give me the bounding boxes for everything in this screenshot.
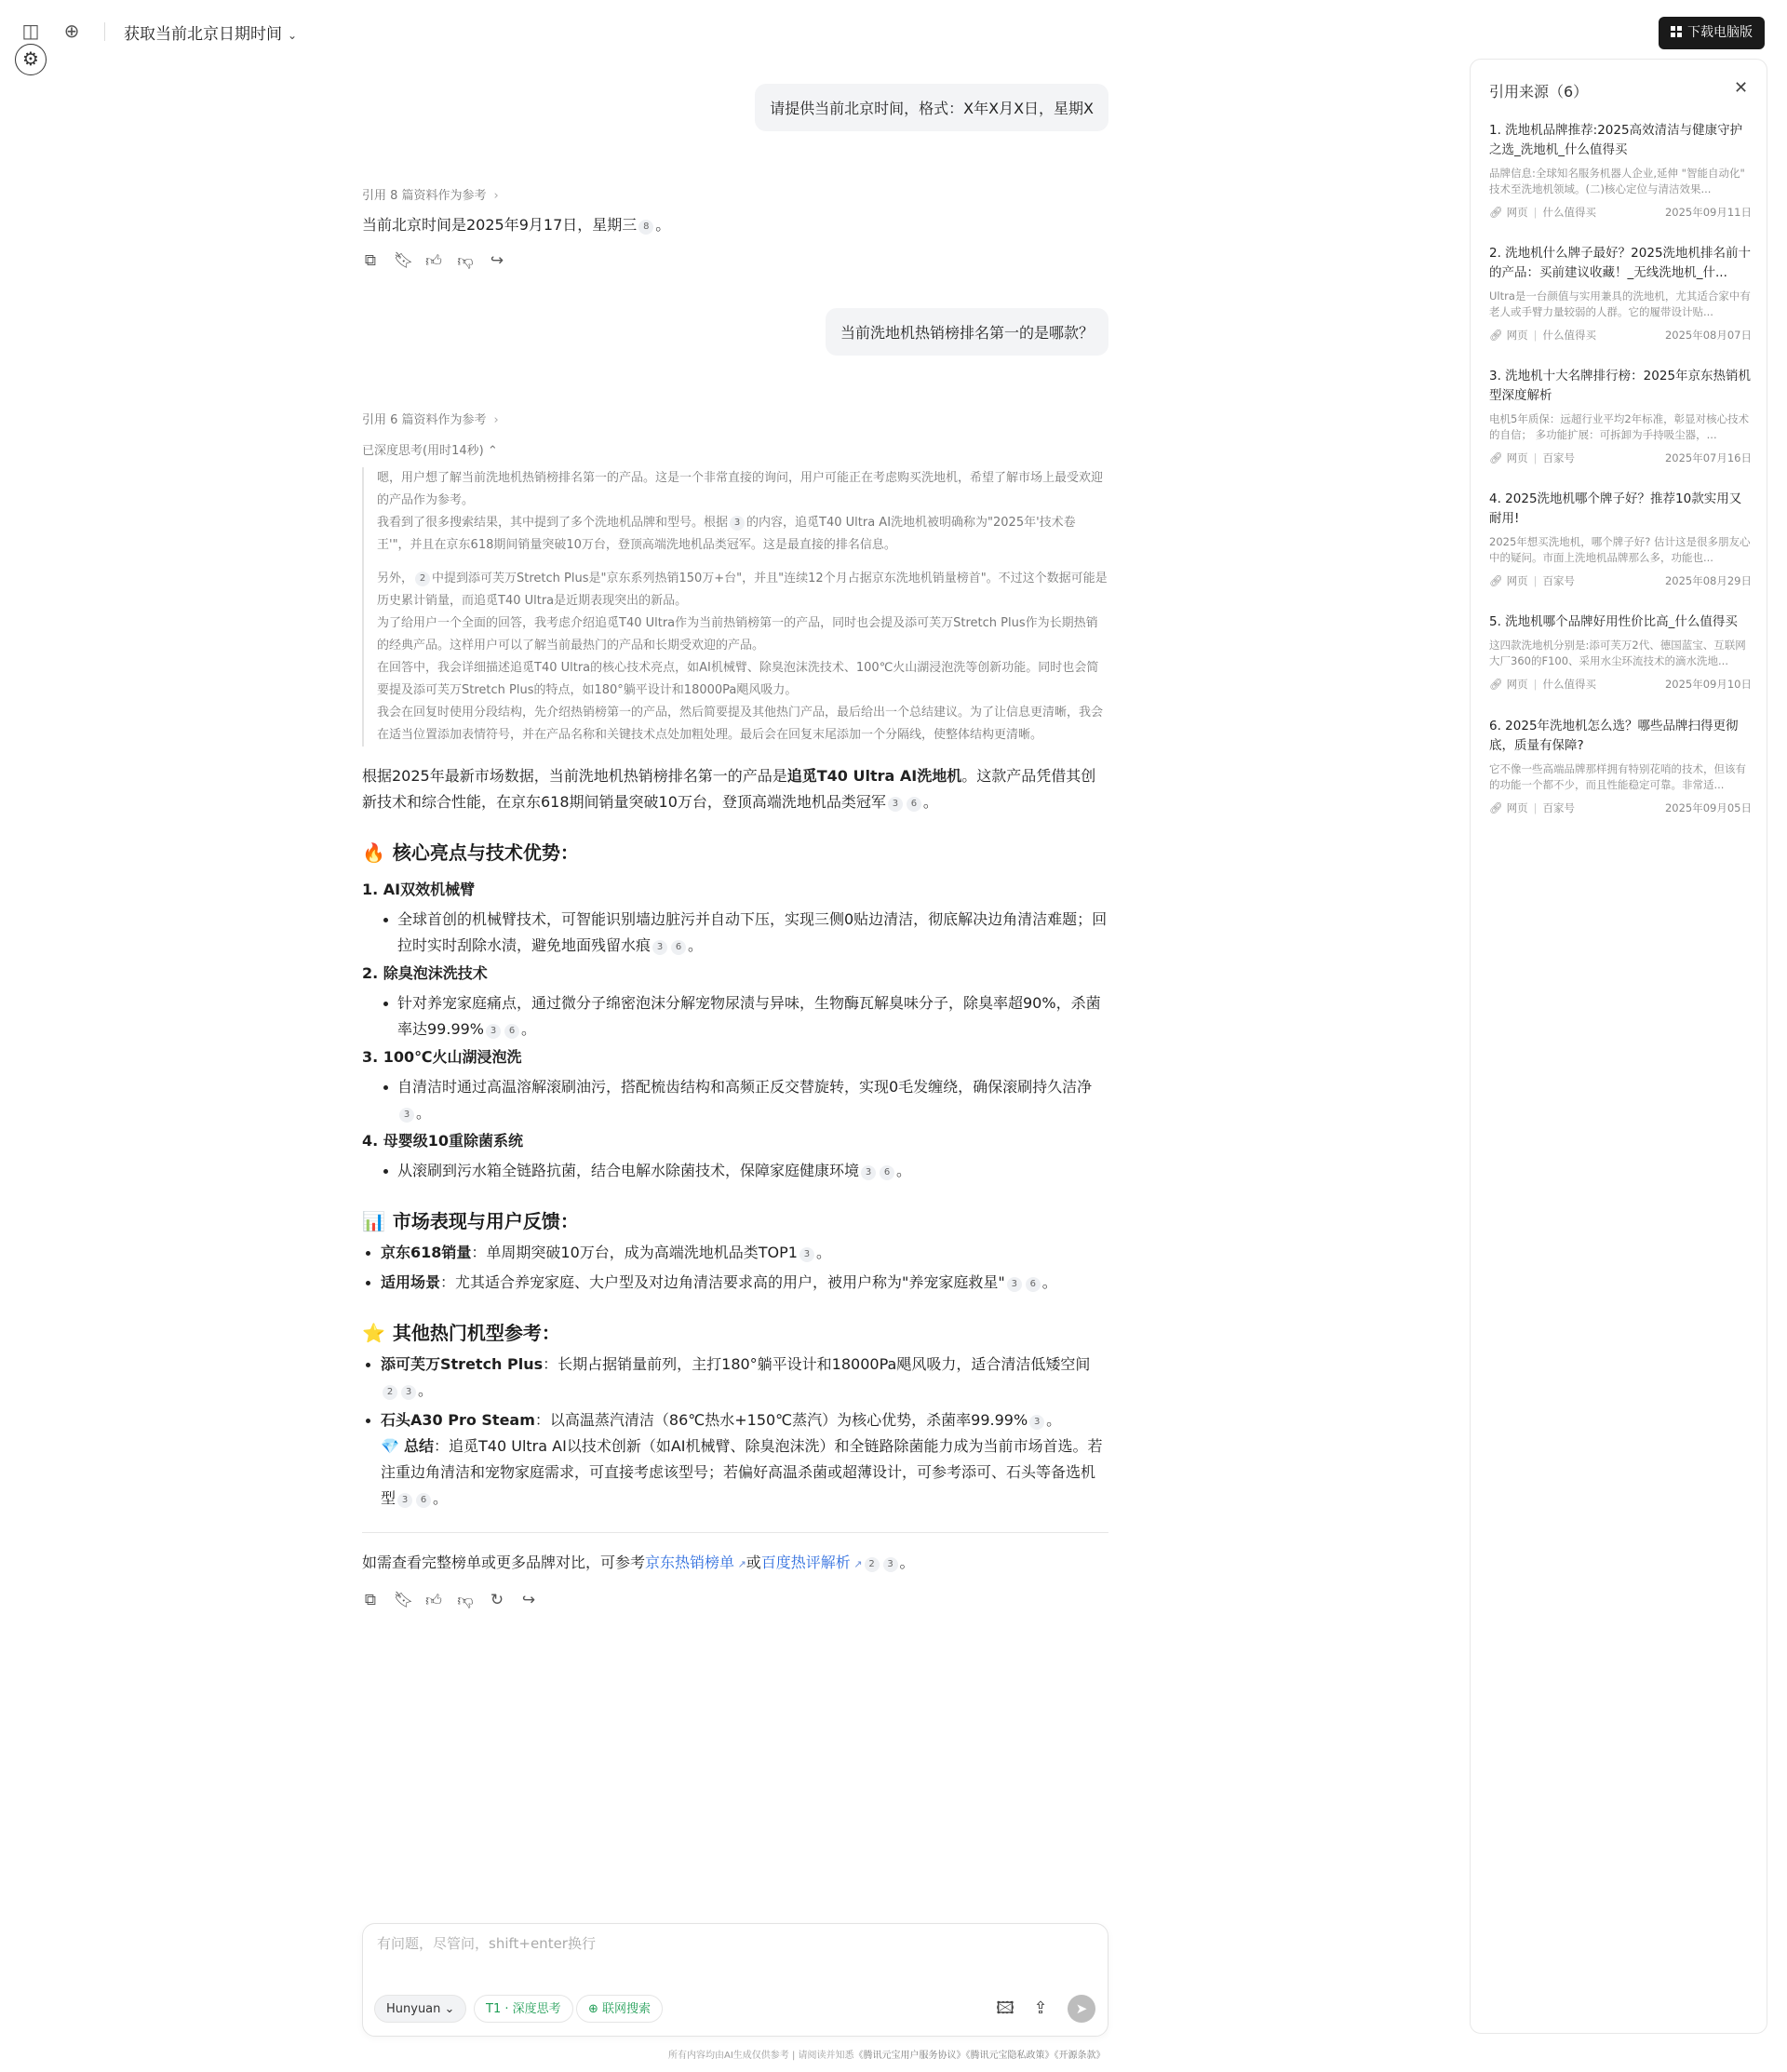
- source-desc: 它不像一些高端品牌那样拥有特别花哨的技术，但该有的功能一个都不少，而且性能稳定可靠。非常适...: [1489, 762, 1746, 791]
- bookmark-icon[interactable]: 🔖︎: [394, 1591, 414, 1609]
- citation-sidebar: [1470, 59, 1767, 2034]
- citation-badge[interactable]: 3: [1029, 1415, 1044, 1430]
- source-title: 3. 洗地机十大名牌排行榜：2025年京东热销机型深度解析: [1489, 369, 1752, 403]
- citation-badge[interactable]: 3: [799, 1247, 814, 1262]
- link-icon: 🔗︎: [1489, 574, 1503, 587]
- share-icon[interactable]: ↪: [490, 251, 504, 270]
- summary-note: 💎 总结：追觅T40 Ultra AI以技术创新（如AI机械臂、除臭泡沫洗）和全链路除菌能力成为当前市场首选。若注重边角清洁和宠物家庭需求，可直接考虑该型号；若偏好高温杀菌或超薄设计，可参考添可、石头等备选机型 3 6 。: [381, 1437, 1103, 1507]
- citation-badge[interactable]: 6: [1026, 1277, 1041, 1292]
- copy-icon[interactable]: ⧉: [364, 251, 377, 270]
- thinking-paragraph: 我会在回复时使用分段结构，先介绍热销榜第一的产品，然后简要提及其他热门产品，最后给出一个总结建议。为了让信息更清晰，我会在适当位置添加表情符号，并在产品名称和关键技术点处加粗处理。最后会在回复末尾添加一个分隔线，使整体结构更清晰。: [377, 706, 1104, 742]
- source-desc: 电机5年质保：远超行业平均2年标准，彰显对核心技术的自信； 多功能扩展：可拆卸为手持吸尘器，...: [1489, 412, 1750, 441]
- list-item: 京东618销量：单周期突破10万台，成为高端洗地机品类TOP1 3 。: [362, 1240, 1108, 1266]
- citation-badge[interactable]: 2: [865, 1557, 880, 1572]
- list-item: 从滚刷到污水箱全链路抗菌，结合电解水除菌技术，保障家庭健康环境 3 6 。: [362, 1158, 1108, 1184]
- bookmark-icon[interactable]: 🔖︎: [394, 251, 414, 270]
- fire-icon: 🔥: [362, 841, 385, 864]
- privacy-link[interactable]: 《腾讯元宝隐私政策》: [965, 2051, 1055, 2061]
- regenerate-icon[interactable]: ↻: [490, 1591, 504, 1609]
- source-desc: 2025年想买洗地机，哪个牌子好? 估计这是很多朋友心中的疑问。市面上洗地机品牌那么多，功能也...: [1489, 535, 1751, 564]
- gem-icon: 💎: [381, 1437, 399, 1455]
- chevron-right-icon: ›: [493, 189, 499, 203]
- citation-badge[interactable]: 2: [415, 572, 430, 586]
- source-meta: 🔗︎ 网页 | 什么值得买 2025年09月11日: [1489, 206, 1752, 219]
- conversation-title[interactable]: 获取当前北京日期时间 ⌄: [124, 25, 298, 44]
- thinking-paragraph: 我看到了很多搜索结果，其中提到了多个洗地机品牌和型号。根据 3 的内容，追觅T40 Ultra AI洗地机被明确称为"2025年'技术卷王'"，并且在京东618期间销量突破10万台，登顶高端洗地机品类冠军。这是最直接的排名信息。: [377, 516, 1076, 552]
- list-item: 适用场景：尤其适合养宠家庭、大户型及对边角清洁要求高的用户，被用户称为"养宠家庭救星" 3 6 。: [362, 1270, 1108, 1296]
- list-item: 全球首创的机械臂技术，可智能识别墙边脏污并自动下压，实现三侧0贴边清洁，彻底解决边角清洁难题；回拉时实时刮除水渍，避免地面残留水痕 3 6 。: [362, 907, 1108, 959]
- section-heading: 📊 市场表现与用户反馈：: [362, 1210, 579, 1232]
- deep-thinking-button[interactable]: T1 · 深度思考: [474, 1995, 573, 2023]
- chevron-down-icon: ⌄: [288, 29, 298, 42]
- source-item[interactable]: [1489, 244, 1752, 343]
- reference-count[interactable]: 引用 8 篇资料作为参考 ›: [362, 189, 499, 203]
- source-item[interactable]: [1489, 490, 1752, 588]
- source-meta: 🔗︎ 网页 | 什么值得买 2025年08月07日: [1489, 329, 1752, 342]
- source-desc: 这四款洗地机分别是:添可芙万2代、德国蓝宝、互联网大厂360的F100、采用水尘环流技术的滴水洗地...: [1489, 639, 1746, 667]
- download-desktop-button[interactable]: 下载电脑版: [1659, 17, 1765, 49]
- citation-badge[interactable]: 6: [416, 1493, 431, 1508]
- feature-title: 2. 除臭泡沫洗技术: [362, 964, 488, 982]
- source-item[interactable]: [1489, 717, 1752, 815]
- citation-badge[interactable]: 3: [861, 1165, 876, 1180]
- link-icon: 🔗︎: [1489, 206, 1503, 219]
- deep-thinking-toggle[interactable]: 已深度思考(用时14秒) ⌃: [362, 444, 498, 458]
- thumbs-up-icon[interactable]: 👍︎: [425, 1592, 442, 1610]
- citation-badge[interactable]: 3: [883, 1557, 898, 1572]
- star-icon: ⭐: [362, 1322, 385, 1344]
- settings-gear-icon[interactable]: ⚙: [15, 44, 47, 75]
- top-bar: [0, 0, 1787, 65]
- chat-thread: [362, 82, 1108, 1610]
- source-title: 5. 洗地机哪个品牌好用性价比高_什么值得买: [1489, 614, 1738, 629]
- thinking-paragraph: 在回答中，我会详细描述追觅T40 Ultra的核心技术亮点，如AI机械臂、除臭泡沫洗技术、100℃火山湖浸泡洗等创新功能。同时也会简要提及添可芙万Stretch Plus的特点，如180°躺平设计和18000Pa飓风吸力。: [377, 661, 1099, 697]
- image-upload-icon[interactable]: 🖾: [996, 1998, 1014, 2018]
- thinking-paragraph: 另外， 2 中提到添可芙万Stretch Plus是"京东系列热销150万+台"，并且"连续12个月占据京东洗地机销量榜首"。不过这个数据可能是历史累计销量，而追觅T40 Ultra是近期表现突出的新品。: [377, 572, 1108, 608]
- section-heading: ⭐ 其他热门机型参考：: [362, 1322, 560, 1344]
- citation-badge[interactable]: 3: [1007, 1277, 1022, 1292]
- sidebar-toggle-icon[interactable]: ◫: [21, 20, 40, 42]
- feature-title: 4. 母婴级10重除菌系统: [362, 1132, 524, 1150]
- sidebar-title: 引用来源（6）: [1489, 83, 1589, 101]
- jd-ranking-link[interactable]: 京东热销榜单 ↗: [645, 1554, 746, 1571]
- chevron-down-icon: ⌄: [444, 2002, 455, 2016]
- list-item: 石头A30 Pro Steam：以高温蒸汽清洁（86℃热水+150℃蒸汽）为核心优势，杀菌率99.99% 3 。: [362, 1407, 1108, 1433]
- source-title: 1. 洗地机品牌推荐:2025高效清洁与健康守护之选_洗地机_什么值得买: [1489, 123, 1743, 157]
- citation-badge[interactable]: 3: [652, 940, 667, 955]
- divider: [104, 22, 105, 41]
- close-icon[interactable]: ✕: [1734, 78, 1749, 98]
- baidu-review-link[interactable]: 百度热评解析 ↗: [760, 1554, 863, 1571]
- chevron-right-icon: ›: [493, 413, 499, 427]
- answer-intro: 根据2025年最新市场数据，当前洗地机热销榜排名第一的产品是追觅T40 Ultra AI洗地机。这款产品凭借其创新技术和综合性能，在京东618期间销量突破10万台，登顶高端洗地机品类冠军 3 6 。: [362, 767, 1096, 811]
- source-desc: 品牌信息:全球知名服务机器人企业,延伸 "智能自动化" 技术至洗地机领域。(二)核心定位与清洁效果...: [1489, 167, 1745, 195]
- link-icon: 🔗︎: [1489, 451, 1503, 464]
- list-item: 针对养宠家庭痛点，通过微分子绵密泡沫分解宠物尿渍与异味，生物酶瓦解臭味分子，除臭率超90%，杀菌率达99.99% 3 6 。: [362, 990, 1108, 1043]
- assistant-answer: 当前北京时间是2025年9月17日，星期三 8 。: [362, 216, 671, 234]
- link-icon: ↗: [850, 1558, 863, 1570]
- chat-input-box: [362, 1923, 1108, 2037]
- user-message: 请提供当前北京时间，格式：X年X月X日，星期X: [755, 84, 1108, 131]
- chat-input[interactable]: [377, 1935, 1084, 1952]
- source-meta: 🔗︎ 网页 | 百家号 2025年07月16日: [1489, 451, 1752, 464]
- citation-badge[interactable]: 3: [401, 1385, 416, 1400]
- share-icon[interactable]: ↪: [521, 1591, 536, 1609]
- globe-icon: ⊕: [588, 2002, 598, 2016]
- thinking-content: [362, 467, 1108, 747]
- source-title: 6. 2025年洗地机怎么选？哪些品牌扫得更彻底，质量有保障?: [1489, 719, 1739, 753]
- citation-badge[interactable]: 3: [486, 1024, 501, 1039]
- reference-count[interactable]: 引用 6 篇资料作为参考 ›: [362, 413, 499, 427]
- source-meta: 🔗︎ 网页 | 百家号 2025年09月05日: [1489, 801, 1752, 814]
- citation-badge[interactable]: 6: [504, 1024, 519, 1039]
- model-selector[interactable]: Hunyuan ⌄: [374, 1995, 466, 2023]
- citation-badge[interactable]: 3: [399, 1108, 414, 1123]
- message-actions: [362, 1591, 1108, 1610]
- source-item[interactable]: [1489, 612, 1752, 692]
- message-actions: [362, 251, 1108, 271]
- citation-badge[interactable]: 6: [671, 940, 686, 955]
- opensource-link[interactable]: 《开源条款》: [1054, 2051, 1106, 2061]
- copy-icon[interactable]: ⧉: [364, 1591, 377, 1609]
- source-meta: 🔗︎ 网页 | 什么值得买 2025年09月10日: [1489, 678, 1752, 691]
- bar-chart-icon: 📊: [362, 1210, 385, 1232]
- source-meta: 🔗︎ 网页 | 百家号 2025年08月29日: [1489, 574, 1752, 587]
- feature-title: 1. AI双效机械臂: [362, 881, 476, 898]
- thumbs-down-icon[interactable]: 👎︎: [457, 252, 474, 271]
- source-desc: Ultra是一台颜值与实用兼具的洗地机，尤其适合家中有老人或手臂力量较弱的人群。它的履带设计贴...: [1489, 289, 1751, 318]
- source-title: 4. 2025洗地机哪个牌子好？推荐10款实用又耐用!: [1489, 491, 1742, 526]
- divider: [362, 1532, 1108, 1533]
- citation-badge[interactable]: 8: [638, 220, 653, 235]
- citation-badge[interactable]: 2: [383, 1385, 397, 1400]
- thumbs-up-icon[interactable]: 👍︎: [425, 252, 442, 271]
- link-icon: ↗: [734, 1558, 746, 1570]
- section-heading: 🔥 核心亮点与技术优势：: [362, 841, 579, 864]
- windows-icon: [1671, 26, 1682, 37]
- send-button[interactable]: ➤: [1068, 1995, 1095, 2023]
- source-item[interactable]: [1489, 121, 1752, 220]
- list-item: 自清洁时通过高温溶解滚刷油污，搭配梳齿结构和高频正反交替旋转，实现0毛发缠绕，确保滚刷持久洁净3 。: [362, 1074, 1108, 1126]
- thinking-paragraph: 为了给用户一个全面的回答，我考虑介绍追觅T40 Ultra作为当前热销榜第一的产品，同时也会提及添可芙万Stretch Plus作为长期热销的经典产品。这样用户可以了解当前最热门的产品和长期受欢迎的产品。: [377, 616, 1098, 653]
- citation-badge[interactable]: 3: [888, 797, 903, 812]
- link-icon: 🔗︎: [1489, 678, 1503, 691]
- citation-badge[interactable]: 6: [880, 1165, 894, 1180]
- list-item: 添可芙万Stretch Plus：长期占据销量前列，主打180°躺平设计和18000Pa飓风吸力，适合清洁低矮空间2 3 。: [362, 1352, 1108, 1404]
- thumbs-down-icon[interactable]: 👎︎: [457, 1592, 474, 1610]
- new-chat-icon[interactable]: ⊕: [63, 20, 80, 42]
- link-icon: 🔗︎: [1489, 329, 1503, 342]
- citation-badge[interactable]: 3: [730, 516, 745, 531]
- web-search-button[interactable]: ⊕ 联网搜索: [576, 1995, 663, 2023]
- source-item[interactable]: [1489, 367, 1752, 465]
- source-title: 2. 洗地机什么牌子最好？2025洗地机排名前十的产品：买前建议收藏！_无线洗地机_什...: [1489, 246, 1752, 280]
- feature-title: 3. 100℃火山湖浸泡洗: [362, 1048, 522, 1066]
- thinking-paragraph: 嗯，用户想了解当前洗地机热销榜排名第一的产品。这是一个非常直接的询问，用户可能正在考虑购买洗地机，希望了解市场上最受欢迎的产品作为参考。: [377, 471, 1104, 507]
- answer-footer: 如需查看完整榜单或更多品牌对比，可参考京东热销榜单 ↗或百度热评解析 ↗ 2 3 。: [362, 1554, 915, 1571]
- citation-badge[interactable]: 3: [397, 1493, 412, 1508]
- file-upload-icon[interactable]: ⇪: [1033, 1998, 1048, 2018]
- terms-link[interactable]: 《腾讯元宝用户服务协议》: [853, 2051, 966, 2061]
- user-message: 当前洗地机热销榜排名第一的是哪款？: [826, 308, 1108, 356]
- disclaimer: 所有内容均由AI生成仅供参考 | 请阅读并知悉《腾讯元宝用户服务协议》《腾讯元宝隐私政策》《开源条款》: [668, 2051, 1106, 2061]
- link-icon: 🔗︎: [1489, 801, 1503, 814]
- chevron-up-icon: ⌃: [487, 444, 498, 458]
- citation-badge[interactable]: 6: [907, 797, 921, 812]
